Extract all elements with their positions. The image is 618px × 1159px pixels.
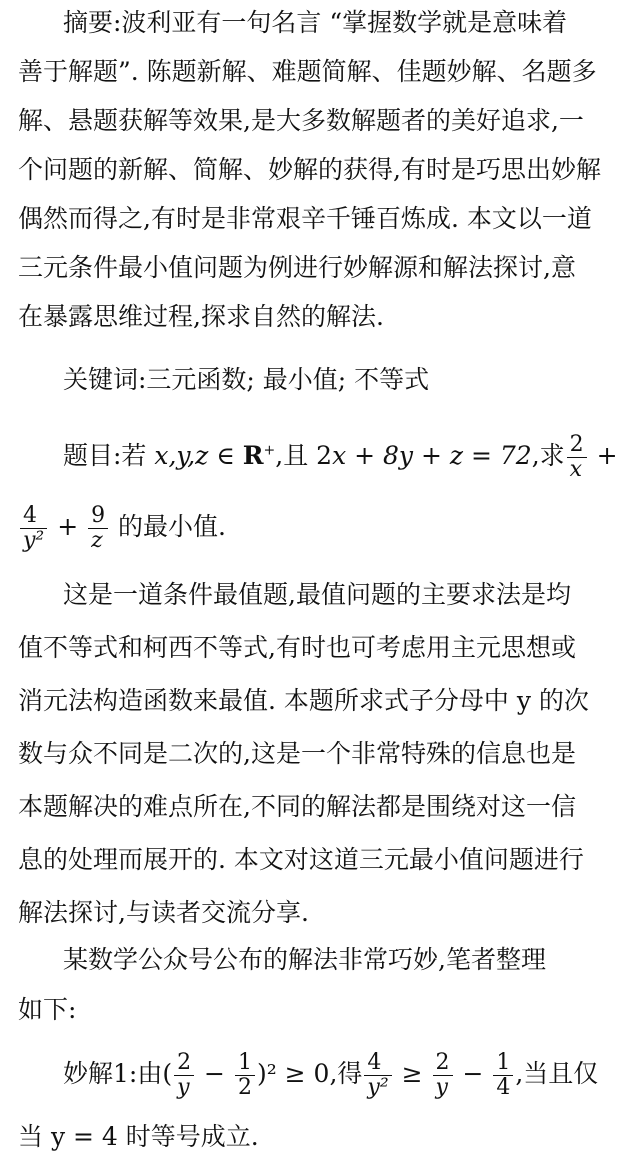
fraction-4-over-y2 <box>364 1051 391 1100</box>
fraction-numerator: 2 <box>433 1051 453 1076</box>
minus-sign: − <box>196 1059 233 1088</box>
solution1-tail: ,当且仅 <box>515 1059 599 1088</box>
abstract-line-2: 善于解题”. 陈题新解、难题简解、佳题妙解、名题多 <box>18 57 597 86</box>
problem-equation: x + 8y + z = 72 <box>332 441 532 470</box>
problem-set-sup: + <box>263 442 276 459</box>
solution1-prefix: 妙解1:由( <box>63 1059 173 1088</box>
fraction-9-over-z <box>88 504 108 553</box>
abstract-line-3: 解、悬题获解等效果,是大多数解题者的美好追求,一 <box>18 106 584 135</box>
fraction-numerator: 1 <box>235 1051 255 1076</box>
fraction-4-over-y2 <box>20 504 47 553</box>
abstract-line-6: 三元条件最小值问题为例进行妙解源和解法探讨,意 <box>18 253 576 282</box>
fraction-denominator: 4 <box>496 1075 511 1100</box>
fraction-denominator: 2 <box>237 1075 252 1100</box>
fraction-numerator: 2 <box>567 433 587 458</box>
plus-sign: + <box>49 512 87 541</box>
geq-sign: ≥ <box>393 1059 431 1088</box>
solution1-after: )² ≥ 0,得 <box>256 1059 363 1088</box>
problem-vars: x,y,z <box>154 441 209 470</box>
solution1-line-2: 当 y = 4 时等号成立. <box>18 1122 259 1151</box>
problem-in: ∈ <box>208 441 243 470</box>
problem-statement-line-1 <box>63 426 618 486</box>
fraction-denominator: y² <box>367 1075 389 1100</box>
body-line-3: 消元法构造函数来最值. 本题所求式子分母中 y 的次 <box>18 686 589 715</box>
fraction-1-over-4 <box>493 1051 513 1100</box>
fraction-denominator: y² <box>23 528 45 553</box>
fraction-denominator: z <box>91 528 103 553</box>
fraction-denominator: x <box>569 457 583 482</box>
solution1-line-1 <box>63 1044 599 1104</box>
fraction-numerator: 1 <box>493 1051 513 1076</box>
fraction-denominator: y <box>177 1075 190 1100</box>
body-line-5: 本题解决的难点所在,不同的解法都是围绕对这一信 <box>18 792 576 821</box>
abstract-line-1: 摘要:波利亚有一句名言 “掌握数学就是意味着 <box>63 8 568 37</box>
minus-sign: − <box>454 1059 492 1088</box>
fraction-numerator: 4 <box>364 1051 391 1076</box>
abstract-line-5: 偶然而得之,有时是非常艰辛千锤百炼成. 本文以一道 <box>18 204 592 233</box>
abstract-line-4: 个问题的新解、简解、妙解的获得,有时是巧思出妙解 <box>18 155 601 184</box>
fraction-numerator: 9 <box>88 504 108 529</box>
fraction-2-over-x <box>567 433 587 482</box>
body-line-2: 值不等式和柯西不等式,有时也可考虑用主元思想或 <box>18 633 576 662</box>
problem-mid: ,且 2 <box>275 441 333 470</box>
plus-sign: + <box>588 441 618 470</box>
para3-line-1: 某数学公众号公布的解法非常巧妙,笔者整理 <box>63 945 546 974</box>
fraction-2-over-y <box>174 1051 194 1100</box>
keywords: 关键词:三元函数; 最小值; 不等式 <box>63 365 430 394</box>
body-line-6: 息的处理而展开的. 本文对这道三元最小值问题进行 <box>18 845 584 874</box>
body-line-7: 解法探讨,与读者交流分享. <box>18 898 309 927</box>
problem-tail: 的最小值. <box>110 512 226 541</box>
fraction-numerator: 4 <box>20 504 47 529</box>
problem-ask: ,求 <box>531 441 565 470</box>
fraction-denominator: y <box>435 1075 448 1100</box>
body-line-1: 这是一道条件最值题,最值问题的主要求法是均 <box>63 580 571 609</box>
fraction-numerator: 2 <box>174 1051 194 1076</box>
body-line-4: 数与众不同是二次的,这是一个非常特殊的信息也是 <box>18 739 576 768</box>
problem-prefix: 题目:若 <box>63 441 155 470</box>
abstract-line-7: 在暴露思维过程,探求自然的解法. <box>18 302 384 331</box>
problem-set: R <box>242 441 264 470</box>
para3-line-2: 如下: <box>18 995 77 1024</box>
fraction-1-over-2 <box>235 1051 255 1100</box>
fraction-2-over-y <box>433 1051 453 1100</box>
problem-statement-line-2 <box>18 497 538 557</box>
